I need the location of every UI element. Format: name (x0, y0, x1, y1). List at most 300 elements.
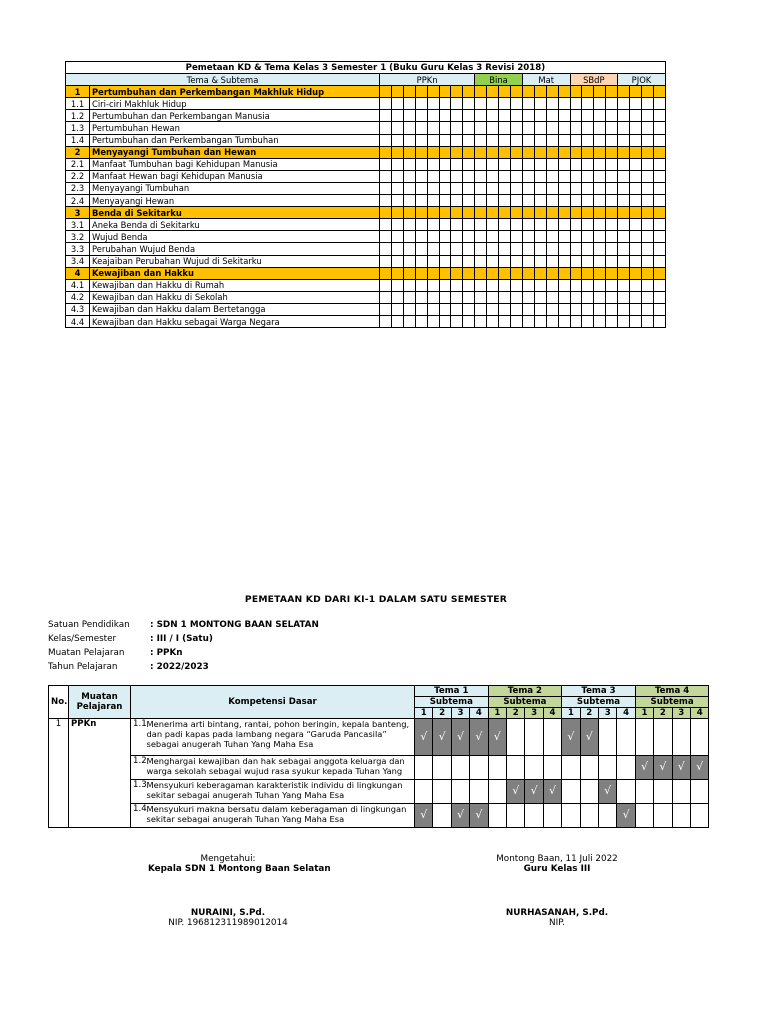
mapping-cell (451, 291, 463, 303)
mapping-cell (510, 146, 522, 158)
mapping-cell (427, 243, 439, 255)
tema-subtema-header: Tema & Subtema (66, 74, 380, 86)
empty-cell (598, 804, 616, 828)
subtema-number: 3 (525, 708, 543, 719)
mapping-cell (606, 303, 618, 315)
mapping-cell (463, 219, 475, 231)
mapping-cell (439, 182, 451, 194)
mapping-cell (403, 182, 415, 194)
mapping-cell (510, 170, 522, 182)
mapping-cell (380, 110, 392, 122)
mapping-cell (630, 231, 642, 243)
mapping-cell (558, 182, 570, 194)
mapping-cell (630, 279, 642, 291)
mapping-cell (427, 98, 439, 110)
mapping-cell (427, 182, 439, 194)
mapping-cell (558, 303, 570, 315)
empty-cell (672, 719, 690, 756)
mapping-cell (618, 255, 630, 267)
mapping-cell (570, 98, 582, 110)
mapping-cell (427, 146, 439, 158)
mapping-cell (391, 207, 403, 219)
mapping-cell (522, 267, 534, 279)
mapping-cell (606, 279, 618, 291)
mapping-cell (451, 315, 463, 327)
mapping-cell (403, 195, 415, 207)
mapping-cell (415, 182, 427, 194)
mapping-cell (499, 182, 511, 194)
mapping-cell (510, 303, 522, 315)
empty-cell (635, 804, 653, 828)
mapping-cell (451, 134, 463, 146)
place-date: Montong Baan, 11 Juli 2022 (496, 854, 618, 864)
row-label: Pertumbuhan dan Perkembangan Tumbuhan (90, 134, 380, 146)
mapping-cell (653, 231, 665, 243)
empty-cell (543, 756, 561, 780)
mapping-cell (618, 170, 630, 182)
mapping-cell (618, 267, 630, 279)
mapping-cell (463, 195, 475, 207)
mapping-cell (475, 134, 487, 146)
mapping-cell (630, 182, 642, 194)
mapping-cell (439, 243, 451, 255)
mapping-cell (487, 110, 499, 122)
mapping-cell (653, 146, 665, 158)
mapping-cell (487, 279, 499, 291)
check-cell (488, 719, 506, 756)
check-mark-icon: √ (585, 729, 593, 743)
mapping-cell (653, 315, 665, 327)
mapping-cell (522, 219, 534, 231)
mapping-cell (558, 195, 570, 207)
subtema-number: 4 (690, 708, 708, 719)
mapping-cell (439, 110, 451, 122)
mapping-cell (534, 279, 546, 291)
mapping-cell (403, 231, 415, 243)
mapping-cell (570, 170, 582, 182)
subtema-row (66, 231, 666, 243)
mapping-cell (630, 267, 642, 279)
mapping-cell (606, 98, 618, 110)
tema-1-header: Tema 1 (415, 686, 489, 697)
mapping-cell (630, 303, 642, 315)
mapping-cell (594, 110, 606, 122)
subtema-header: Subtema (635, 697, 709, 708)
mapping-cell (391, 182, 403, 194)
mapping-cell (546, 110, 558, 122)
check-cell (617, 804, 635, 828)
check-mark-icon: √ (420, 729, 428, 743)
mapping-cell (510, 255, 522, 267)
mapping-cell (510, 98, 522, 110)
mapping-cell (510, 267, 522, 279)
row-number: 1 (66, 86, 90, 98)
mapping-cell (475, 219, 487, 231)
tema-row (66, 86, 666, 98)
mapping-cell (546, 291, 558, 303)
mapping-cell (499, 110, 511, 122)
mapping-cell (427, 303, 439, 315)
mapping-cell (582, 110, 594, 122)
mapping-cell (451, 170, 463, 182)
mapping-cell (594, 207, 606, 219)
mapping-cell (630, 219, 642, 231)
row-number: 3.2 (66, 231, 90, 243)
empty-cell (488, 756, 506, 780)
row-number: 2.2 (66, 170, 90, 182)
mapping-cell (427, 158, 439, 170)
info-value: : SDN 1 MONTONG BAAN SELATAN (150, 620, 319, 630)
mapping-cell (606, 207, 618, 219)
mapping-cell (427, 195, 439, 207)
tema-subtema-table (65, 61, 666, 328)
mapping-cell (415, 122, 427, 134)
mapping-cell (534, 243, 546, 255)
mapping-cell (653, 255, 665, 267)
mapping-cell (487, 134, 499, 146)
info-value: : 2022/2023 (150, 662, 209, 672)
kd-row (49, 719, 709, 756)
mapping-cell (534, 231, 546, 243)
subtema-row (66, 315, 666, 327)
row-number: 4.1 (66, 279, 90, 291)
mapping-cell (594, 315, 606, 327)
mapping-cell (606, 134, 618, 146)
row-label: Menyayangi Hewan (90, 195, 380, 207)
mapping-cell (618, 134, 630, 146)
empty-cell (507, 719, 525, 756)
mapping-cell (463, 255, 475, 267)
mapping-cell (570, 146, 582, 158)
mapping-cell (415, 219, 427, 231)
empty-cell (562, 756, 580, 780)
mapping-cell (380, 231, 392, 243)
mapping-cell (415, 303, 427, 315)
mapping-cell (630, 98, 642, 110)
mapping-cell (546, 134, 558, 146)
mapping-cell (534, 86, 546, 98)
mapping-cell (475, 146, 487, 158)
row-number: 1.4 (66, 134, 90, 146)
mapping-cell (391, 146, 403, 158)
mapping-cell (594, 243, 606, 255)
mapping-cell (582, 170, 594, 182)
mapping-cell (606, 219, 618, 231)
mapping-cell (582, 195, 594, 207)
mapping-cell (510, 315, 522, 327)
mapping-cell (630, 158, 642, 170)
mapping-cell (487, 98, 499, 110)
mapping-cell (499, 122, 511, 134)
mapping-cell (582, 98, 594, 110)
mapping-cell (510, 279, 522, 291)
mapping-cell (653, 303, 665, 315)
mapping-cell (510, 134, 522, 146)
subtema-row (66, 255, 666, 267)
mapping-cell (546, 207, 558, 219)
mapping-cell (641, 98, 653, 110)
mapping-cell (427, 219, 439, 231)
mapping-cell (487, 86, 499, 98)
mapping-cell (582, 122, 594, 134)
mapping-cell (653, 86, 665, 98)
mapping-cell (534, 158, 546, 170)
tema-row (66, 207, 666, 219)
mapping-cell (641, 291, 653, 303)
mapping-cell (487, 158, 499, 170)
check-cell (415, 804, 433, 828)
mapping-cell (594, 267, 606, 279)
mapping-cell (463, 170, 475, 182)
mapping-cell (475, 267, 487, 279)
mapping-cell (487, 231, 499, 243)
mapping-cell (380, 122, 392, 134)
mapping-cell (534, 134, 546, 146)
kepala-sekolah-nip: NIP. 196812311989012014 (168, 918, 288, 928)
mapping-cell (439, 231, 451, 243)
mapping-cell (630, 195, 642, 207)
mapping-cell (451, 303, 463, 315)
mapping-cell (653, 219, 665, 231)
mapping-cell (391, 243, 403, 255)
empty-cell (690, 719, 708, 756)
mapping-cell (641, 158, 653, 170)
mapping-cell (510, 182, 522, 194)
mapping-cell (641, 146, 653, 158)
mapping-cell (594, 195, 606, 207)
subtema-number: 2 (654, 708, 672, 719)
mapping-cell (534, 255, 546, 267)
mapping-cell (451, 110, 463, 122)
mapping-cell (380, 243, 392, 255)
mapping-cell (522, 303, 534, 315)
mapping-cell (570, 255, 582, 267)
mapping-cell (546, 255, 558, 267)
tema-3-header: Tema 3 (562, 686, 636, 697)
mapping-cell (534, 315, 546, 327)
mapping-cell (546, 279, 558, 291)
empty-cell (451, 756, 469, 780)
mapping-cell (653, 207, 665, 219)
row-label: Pertumbuhan Hewan (90, 122, 380, 134)
mapping-cell (606, 146, 618, 158)
row-label: Pertumbuhan dan Perkembangan Makhluk Hidup (90, 86, 380, 98)
mapping-cell (415, 134, 427, 146)
row-number: 1.3 (66, 122, 90, 134)
mapping-cell (499, 134, 511, 146)
mapping-cell (415, 207, 427, 219)
check-mark-icon: √ (640, 760, 648, 774)
mapping-cell (594, 98, 606, 110)
mapping-cell (380, 86, 392, 98)
mapping-cell (618, 146, 630, 158)
mapping-cell (606, 243, 618, 255)
mapping-cell (618, 219, 630, 231)
mapping-cell (427, 122, 439, 134)
mapping-cell (391, 303, 403, 315)
empty-cell (690, 780, 708, 804)
mapping-cell (510, 195, 522, 207)
mapping-cell (546, 122, 558, 134)
row-label: Manfaat Tumbuhan bagi Kehidupan Manusia (90, 158, 380, 170)
mapping-cell (439, 207, 451, 219)
subtema-row (66, 98, 666, 110)
info-label: Tahun Pelajaran (48, 662, 118, 672)
mapping-cell (427, 86, 439, 98)
mapping-cell (594, 182, 606, 194)
mapping-cell (570, 158, 582, 170)
mapping-cell (510, 122, 522, 134)
mapping-cell (522, 207, 534, 219)
mapping-cell (582, 219, 594, 231)
check-mark-icon: √ (677, 760, 685, 774)
row-number: 3 (66, 207, 90, 219)
mapping-cell (594, 170, 606, 182)
empty-cell (525, 756, 543, 780)
check-mark-icon: √ (493, 729, 501, 743)
kd-number: 1.4 (131, 804, 145, 828)
check-mark-icon: √ (475, 808, 483, 822)
row-number: 4.2 (66, 291, 90, 303)
mapping-cell (499, 231, 511, 243)
check-mark-icon: √ (696, 760, 704, 774)
mapping-cell (487, 122, 499, 134)
empty-cell (580, 756, 598, 780)
mapping-cell (463, 182, 475, 194)
subtema-number: 2 (433, 708, 451, 719)
mapping-cell (380, 98, 392, 110)
row-number: 4.3 (66, 303, 90, 315)
row-label: Aneka Benda di Sekitarku (90, 219, 380, 231)
mapping-cell (439, 122, 451, 134)
mapping-cell (641, 243, 653, 255)
mapping-cell (510, 86, 522, 98)
mapping-cell (380, 195, 392, 207)
mapping-cell (606, 291, 618, 303)
mapping-cell (391, 279, 403, 291)
mapping-cell (546, 86, 558, 98)
mapping-cell (451, 207, 463, 219)
table-header-row (66, 74, 666, 86)
mapping-cell (641, 255, 653, 267)
mapping-cell (618, 207, 630, 219)
mapping-cell (499, 195, 511, 207)
mapping-cell (391, 231, 403, 243)
mapping-cell (546, 98, 558, 110)
mapping-cell (499, 255, 511, 267)
empty-cell (488, 780, 506, 804)
mapping-cell (380, 219, 392, 231)
tema-4-header: Tema 4 (635, 686, 709, 697)
mapping-cell (380, 303, 392, 315)
info-label: Muatan Pelajaran (48, 648, 125, 658)
mapping-cell (403, 86, 415, 98)
mapping-cell (558, 279, 570, 291)
empty-cell (672, 804, 690, 828)
mapping-cell (391, 195, 403, 207)
mapping-cell (475, 303, 487, 315)
mapping-cell (463, 243, 475, 255)
mapping-cell (558, 231, 570, 243)
mapping-cell (653, 267, 665, 279)
subtema-row (66, 182, 666, 194)
kepala-sekolah-title: Kepala SDN 1 Montong Baan Selatan (148, 864, 331, 874)
mapping-cell (499, 207, 511, 219)
mapping-cell (499, 303, 511, 315)
mapping-cell (451, 182, 463, 194)
kd-row (49, 804, 709, 828)
subtema-row (66, 110, 666, 122)
kepala-sekolah-name: NURAINI, S.Pd. (190, 908, 266, 918)
mapping-cell (415, 291, 427, 303)
mapping-cell (499, 170, 511, 182)
mapping-cell (641, 195, 653, 207)
mapping-cell (582, 146, 594, 158)
row-label: Kewajiban dan Hakku sebagai Warga Negara (90, 315, 380, 327)
kompetensi-dasar-header: Kompetensi Dasar (131, 686, 415, 719)
empty-cell (451, 780, 469, 804)
mapping-cell (522, 255, 534, 267)
mapping-cell (594, 86, 606, 98)
mapping-cell (558, 243, 570, 255)
mapping-cell (606, 231, 618, 243)
table-title-row (66, 62, 666, 74)
mapping-cell (380, 279, 392, 291)
kd-row (49, 780, 709, 804)
mapping-cell (594, 231, 606, 243)
check-cell (562, 719, 580, 756)
mapping-cell (487, 219, 499, 231)
mapping-cell (582, 303, 594, 315)
mapping-cell (475, 182, 487, 194)
mapping-cell (403, 170, 415, 182)
check-mark-icon: √ (548, 784, 556, 798)
mapping-cell (534, 207, 546, 219)
mapping-cell (558, 110, 570, 122)
mapping-cell (546, 315, 558, 327)
empty-cell (433, 756, 451, 780)
mapping-cell (499, 219, 511, 231)
mapping-cell (606, 195, 618, 207)
mapping-cell (499, 279, 511, 291)
mapping-cell (475, 231, 487, 243)
guru-title: Guru Kelas III (523, 864, 591, 874)
row-label: Perubahan Wujud Benda (90, 243, 380, 255)
mapping-cell (391, 170, 403, 182)
mapping-cell (499, 243, 511, 255)
subtema-row (66, 195, 666, 207)
mapping-cell (594, 291, 606, 303)
row-number: 4 (66, 267, 90, 279)
row-number: 4.4 (66, 315, 90, 327)
empty-cell (525, 719, 543, 756)
mapping-cell (380, 315, 392, 327)
mapping-cell (534, 303, 546, 315)
mapping-cell (546, 231, 558, 243)
mapping-cell (427, 207, 439, 219)
subject-header-pjok: PJOK (618, 74, 666, 86)
mapping-cell (582, 291, 594, 303)
mapping-cell (403, 98, 415, 110)
muatan-pelajaran-cell: PPKn (69, 719, 131, 828)
mapping-cell (570, 279, 582, 291)
mapping-cell (403, 243, 415, 255)
check-cell (507, 780, 525, 804)
mapping-cell (391, 98, 403, 110)
mapping-cell (403, 158, 415, 170)
row-number: 2.4 (66, 195, 90, 207)
mapping-cell (522, 279, 534, 291)
